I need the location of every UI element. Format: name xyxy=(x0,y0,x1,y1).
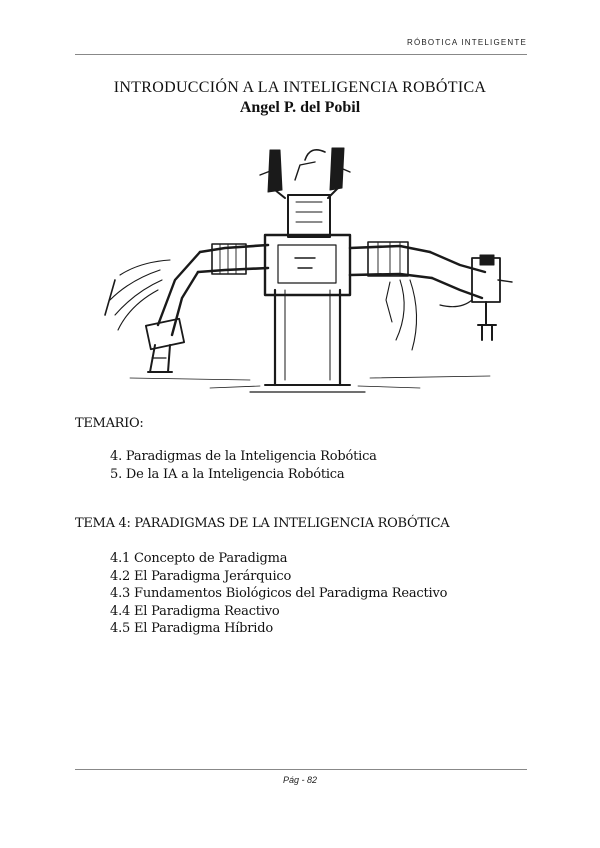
temario-heading: TEMARIO: xyxy=(75,416,144,431)
page-number: Pág - 82 xyxy=(282,775,318,785)
robot-arms-illustration-icon xyxy=(100,140,520,395)
document-author: Angel P. del Pobil xyxy=(239,99,361,116)
footer-divider xyxy=(75,769,527,770)
list-item: 5. De la IA a la Inteligencia Robótica xyxy=(110,466,345,482)
document-title: INTRODUCCIÓN A LA INTELIGENCIA ROBÓTICA xyxy=(113,79,487,96)
list-item: 4.1 Concepto de Paradigma xyxy=(110,551,288,566)
list-item: 4. Paradigmas de la Inteligencia Robótica xyxy=(110,449,377,464)
tema4-list xyxy=(110,550,447,638)
temario-list xyxy=(110,448,377,483)
list-item: 4.4 El Paradigma Reactivo xyxy=(110,603,280,619)
header-divider xyxy=(75,54,527,55)
list-item: 4.5 El Paradigma Híbrido xyxy=(110,621,274,636)
list-item: 4.2 El Paradigma Jerárquico xyxy=(110,568,292,584)
list-item: 4.3 Fundamentos Biológicos del Paradigma Reactivo xyxy=(110,586,448,601)
tema4-heading: TEMA 4: PARADIGMAS DE LA INTELIGENCIA ROBÓTICA xyxy=(75,516,450,531)
robot-figure xyxy=(100,140,520,395)
running-header: RÓBOTICA INTELIGENTE xyxy=(406,38,527,47)
